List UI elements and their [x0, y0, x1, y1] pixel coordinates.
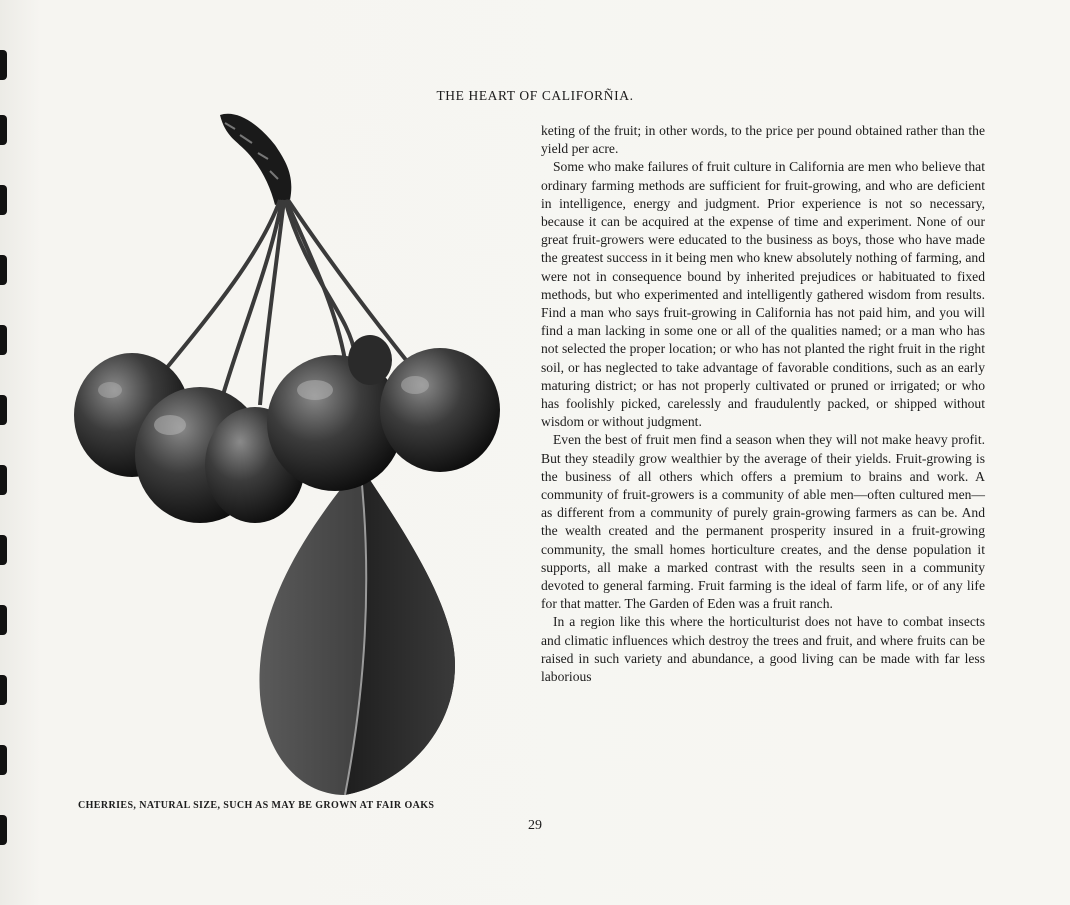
paragraph: Even the best of fruit men find a season when they will not make heavy profit. But they steadily grow wealthier by the average of their yields. Fruit-growing is the business of all others which offers a premium to brains and work. A community of fruit-growers is a community of able men—often cultured men—as different from a community of purely grain-growing farmers as can be. And the wealth created and the permanent prosperity insured in a fruit-growing community, the small homes horticulture creates, and the dense population it supports, all make a marked contrast with the results seen in a community devoted to general farming. Fruit farming is the ideal of farm life, or of any life for that matter. The Garden of Eden was a fruit ranch. [541, 432, 985, 612]
paragraph: Some who make failures of fruit culture in California are men who believe that ordinary farming methods are sufficient for fruit-growing, and who are deficient in intelligence, energy and judgment. Prior experience is not so necessary, because it can be acquired at the expense of time and experiment. None of our great fruit-growers were educated to the business as boys, those who have made the greatest success in it being men who knew absolutely nothing of farming, and were not in consequence bound by inherited prejudices or habituated to fixed methods, but who experimented and intelligently gathered wisdom from results. Find a man who says fruit-growing in California has not paid him, and you will find a man lacking in some one or all of the qualities named; or a man who has not selected the proper location; or who has not planted the right fruit in the right soil, or has neglected to take advantage of favorable conditions, such as an early maturing district; or has not properly cultivated or pruned or irrigated; or who has foolishly picked, carelessly and fraudulently packed, or shipped without wisdom or without judgment. [541, 159, 985, 430]
paragraph: In a region like this where the horticulturist does not have to combat insects and climatic influences which destroy the trees and fruit, and where fruits can be raised in such variety and abundance, a good living can be made with far less laborious [541, 614, 985, 685]
paragraph: keting of the fruit; in other words, to the price per pound obtained rather than the yield per acre. [541, 123, 985, 157]
body-text [541, 122, 985, 686]
figure-caption: CHERRIES, NATURAL SIZE, SUCH AS MAY BE GROWN AT FAIR OAKS [78, 800, 435, 811]
cherries-illustration [70, 105, 510, 795]
running-header: THE HEART OF CALIFORÑIA. [436, 88, 634, 103]
spiral-binding [0, 40, 14, 880]
page-number: 29 [528, 818, 542, 833]
